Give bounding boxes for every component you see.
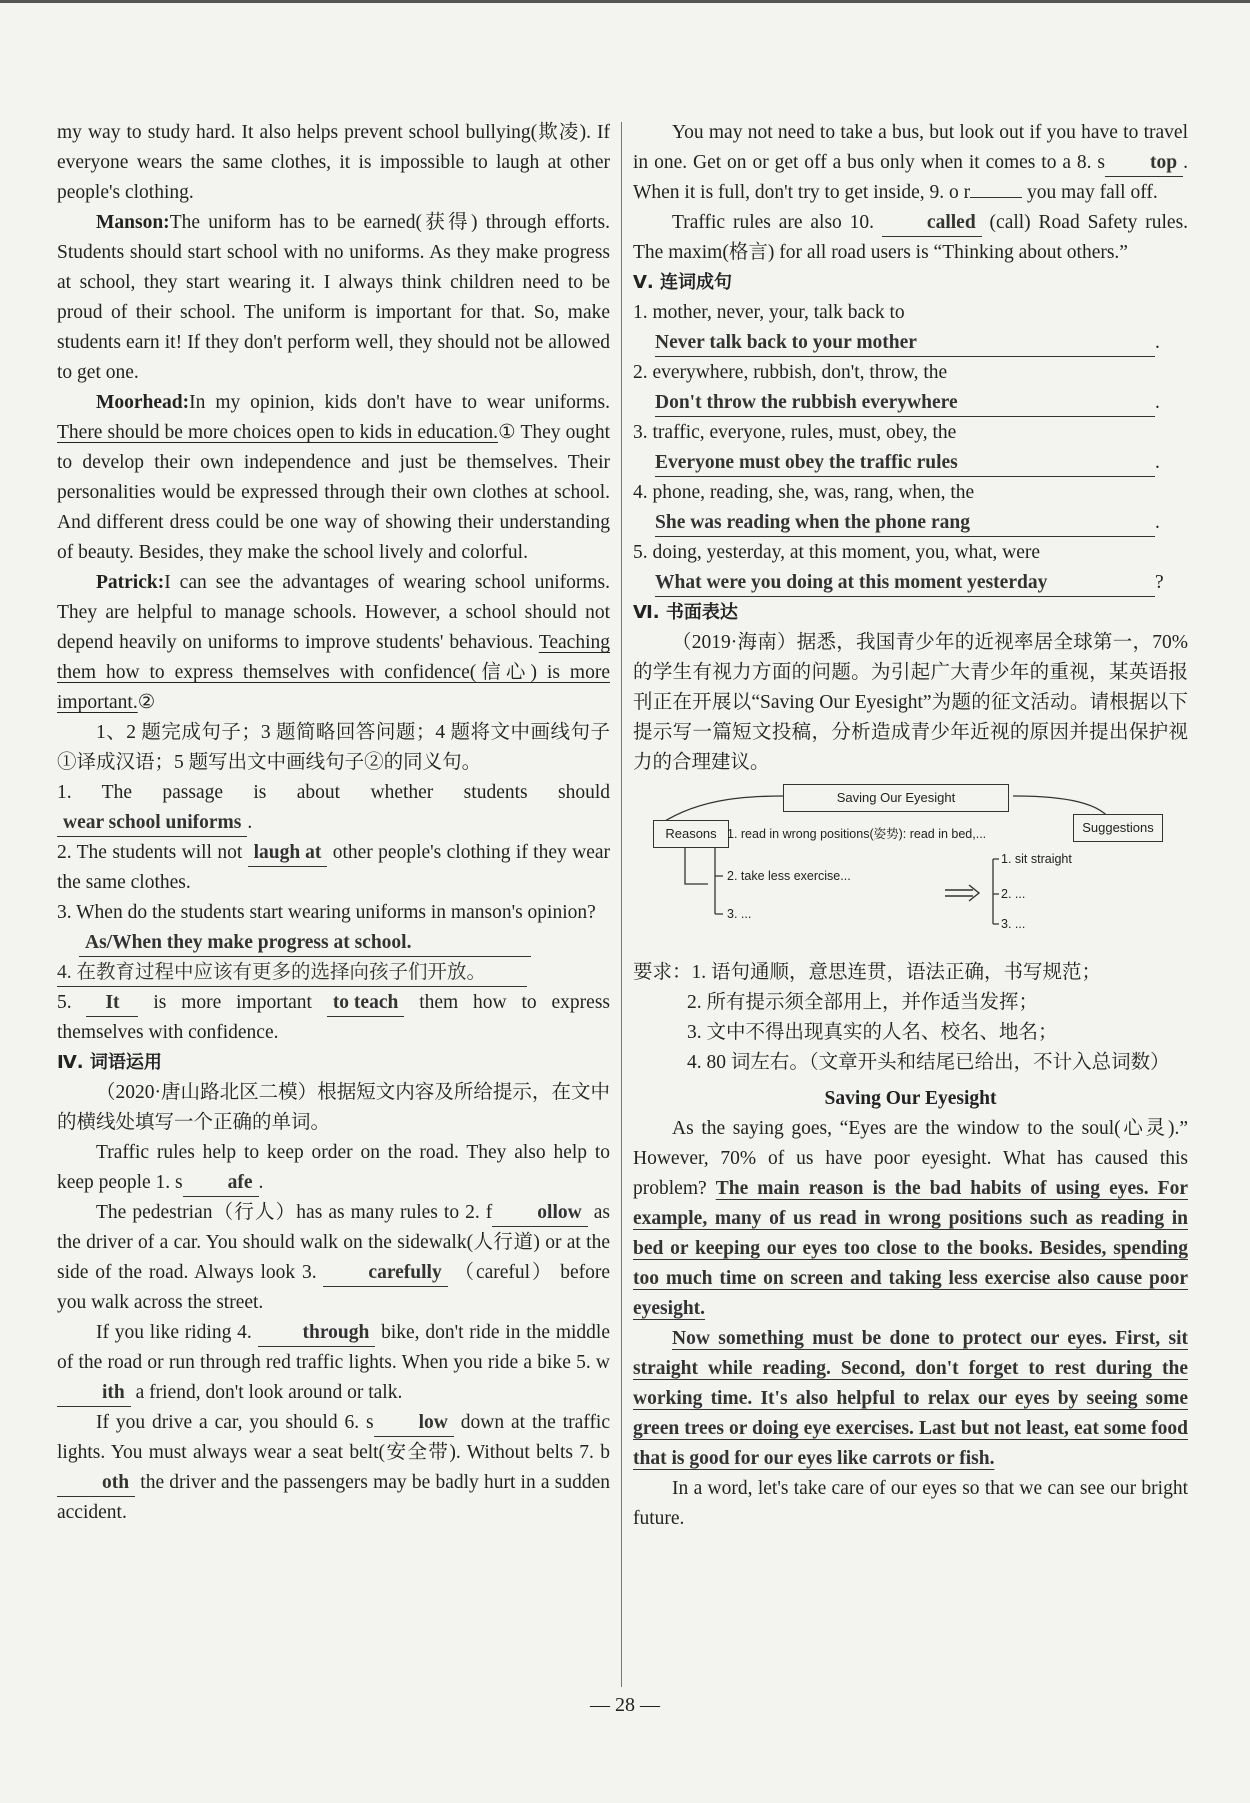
section-5-title: Ⅴ. 连词成句 [633, 272, 733, 293]
s2-question: 2. everywhere, rubbish, don't, throw, the [633, 362, 948, 383]
requirement-3: 3. 文中不得出现真实的人名、校名、地名； [687, 1022, 1058, 1043]
q2-text-a: 2. The students will not [57, 842, 243, 863]
requirement-2: 2. 所有提示须全部用上，并作适当发挥； [687, 992, 1039, 1013]
blank-7: oth [57, 1470, 135, 1497]
blank-1: afe [183, 1170, 259, 1197]
s5-end: ? [1155, 572, 1164, 593]
page-number: — 28 — [590, 1694, 660, 1716]
section-6-title: Ⅵ. 书面表达 [633, 602, 738, 623]
essay-title: Saving Our Eyesight [824, 1088, 997, 1109]
q3-answer: As/When they make progress at school. [79, 930, 531, 957]
manson-text: The uniform has to be earned(获得) through efforts. Students should start school with no uniforms. As they make progress at school, they start wearing it. I always think children need to be proud of their school. The uniform is important for that. So, make students earn it! If they don't perform well, they should not be allowed to get one. [57, 212, 610, 383]
moorhead-paragraph [57, 388, 610, 568]
moorhead-text-a: In my opinion, kids don't have to wear uniforms. [189, 392, 610, 413]
q4-answer: 4. 在教育过程中应该有更多的选择向孩子们开放。 [57, 960, 527, 987]
question-3: 3. When do the students start wearing uniforms in manson's opinion? [57, 902, 596, 923]
s2-answer-row [633, 388, 1188, 418]
reason-3: 3. ... [727, 907, 752, 921]
section-4-intro: （2020·唐山路北区二模）根据短文内容及所给提示，在文中的横线处填写一个正确的单词。 [57, 1082, 610, 1133]
s4-answer-row [633, 508, 1188, 538]
suggestion-3: 3. ... [1001, 917, 1026, 931]
q1-text: 1. The passage is about whether students should [57, 782, 610, 803]
q5-text-b: is more important [153, 992, 312, 1013]
patrick-text-a: I can see the advantages of wearing school uniforms. They are helpful to manage schools. However, a school should not depend heavily on uniforms to improve students' behavious. [57, 572, 610, 653]
underlined-sentence-2: Teaching them how to express themselves with confidence(信心) is more important. [57, 632, 610, 713]
speaker-manson: Manson: [96, 212, 170, 233]
r2-text-b: (call) Road Safety rules. The maxim(格言) for all road users is “Thinking about others.” [633, 212, 1189, 263]
blank-4: through [258, 1320, 376, 1347]
blank-2: ollow [492, 1200, 587, 1227]
traffic-p5 [633, 118, 1188, 208]
paragraph-continued: my way to study hard. It also helps prevent school bullying(欺凌). If everyone wears the same clothes, it is impossible to laugh at other people's clothing. [57, 122, 610, 203]
r1-text: You may not need to take a bus, but look out if you have to travel in one. Get on or get off a bus only when it comes to a 8. s [633, 122, 1188, 173]
s1-question: 1. mother, never, your, talk back to [633, 302, 905, 323]
requirement-4: 4. 80 词左右。（文章开头和结尾已给出，不计入总词数） [687, 1052, 1170, 1073]
s1-answer-row [633, 328, 1188, 358]
mark-1: ① [498, 422, 516, 443]
question-5 [57, 988, 610, 1048]
traffic-p4 [57, 1408, 610, 1528]
s3-answer-row [633, 448, 1188, 478]
speaker-moorhead: Moorhead: [96, 392, 190, 413]
s5-question: 5. doing, yesterday, at this moment, you, what, were [633, 542, 1041, 563]
suggestion-2: 2. ... [1001, 887, 1026, 901]
t7-text-b: the driver and the passengers may be badly hurt in a sudden accident. [57, 1472, 611, 1523]
s5-answer: What were you doing at this moment yesterday [655, 570, 1155, 597]
q5-text-c: them how to express themselves with confidence. [57, 992, 610, 1043]
s3-end: . [1155, 452, 1160, 473]
outline-diagram [633, 784, 1188, 954]
column-divider [621, 122, 622, 1687]
speaker-patrick: Patrick: [96, 572, 165, 593]
t4-text: If you like riding 4. [96, 1322, 252, 1343]
question-4 [57, 958, 610, 988]
essay-p1 [633, 1114, 1188, 1324]
t5-text-b: a friend, don't look around or talk. [135, 1382, 403, 1403]
section-6-intro: （2019·海南）据悉，我国青少年的近视率居全球第一，70%的学生有视力方面的问题。为引起广大青少年的重视，某英语报刊正在开展以“Saving Our Eyesight”为题的征文活动。请根据以下提示写一篇短文投稿，分析造成青少年近视的原因并提出保护视力的合理建议。 [633, 632, 1188, 773]
s5-answer-row [633, 568, 1188, 598]
mark-2: ② [137, 692, 156, 713]
section-4-title: Ⅳ. 词语运用 [57, 1052, 162, 1073]
blank-5: ith [57, 1380, 131, 1407]
q5-answer-2: to teach [327, 990, 405, 1017]
s1-end: . [1155, 332, 1160, 353]
manson-paragraph [57, 208, 610, 388]
q5-num: 5. [57, 992, 72, 1013]
traffic-p1: Traffic rules help to keep order on the road. They also help to keep people 1. s afe . [57, 1138, 610, 1198]
task-instructions: 1、2 题完成句子；3 题简略回答问题；4 题将文中画线句子①译成汉语；5 题写出文中画线句子②的同义句。 [57, 722, 610, 773]
t2-text-b: as the driver of a car. You should walk on the sidewalk(人行道) or at the side of the road. Always look 3. [57, 1202, 611, 1283]
patrick-paragraph [57, 568, 610, 718]
t6-text-b: down at the traffic lights. You must always wear a seat belt(安全带). Without belts 7. b [57, 1412, 611, 1463]
s3-answer: Everyone must obey the traffic rules [655, 450, 1155, 477]
reason-2: 2. take less exercise... [727, 869, 851, 883]
r1-text-b: . When it is full, don't try to get inside, 9. o r [633, 152, 1188, 203]
s3-question: 3. traffic, everyone, rules, must, obey, the [633, 422, 957, 443]
reason-1: 1. read in wrong positions(姿势): read in bed,... [727, 827, 987, 841]
left-column [57, 118, 610, 1528]
traffic-p3 [57, 1318, 610, 1408]
blank-6: low [374, 1410, 454, 1437]
essay-p2-answer: Now something must be done to protect our eyes. First, sit straight while reading. Second, don't forget to rest during the working time. It's also helpful to relax our eyes by seeing some green trees or doing eye exercises. Last but not least, eat some food that is good for our eyes like carrots or fish. [633, 1328, 1188, 1469]
traffic-p2 [57, 1198, 610, 1318]
s4-end: . [1155, 512, 1160, 533]
r1-text-c: you may fall off. [1027, 182, 1158, 203]
q5-answer-1: It [86, 990, 138, 1017]
s1-answer: Never talk back to your mother [655, 330, 1155, 357]
top-rule [0, 0, 1250, 3]
blank-9 [970, 197, 1022, 198]
r2-text: Traffic rules are also 10. [672, 212, 875, 233]
blank-8: top [1105, 150, 1183, 177]
q3-answer-row [57, 928, 610, 958]
q1-answer: wear school uniforms [57, 810, 247, 837]
t1-text: Traffic rules help to keep order on the road. They also help to keep people 1. s [57, 1142, 610, 1193]
requirement-1: 要求：1. 语句通顺，意思连贯，语法正确，书写规范； [633, 962, 1102, 983]
essay-p3: In a word, let's take care of our eyes so that we can see our bright future. [633, 1478, 1188, 1529]
q2-text-b: other people's clothing if they wear the same clothes. [57, 842, 611, 893]
t6-text: If you drive a car, you should 6. s [96, 1412, 374, 1433]
q2-answer: laugh at [248, 840, 328, 867]
question-1: 1. The passage is about whether students should wear school uniforms . [57, 778, 610, 838]
t4-text-b: bike, don't ride in the middle of the road or run through red traffic lights. When you ride a bike 5. w [57, 1322, 611, 1373]
diagram-title-box: Saving Our Eyesight [783, 784, 1009, 812]
s4-answer: She was reading when the phone rang [655, 510, 1155, 537]
s2-answer: Don't throw the rubbish everywhere [655, 390, 1155, 417]
blank-10: called [882, 210, 982, 237]
t2-text: The pedestrian（行人）has as many rules to 2. f [96, 1202, 493, 1223]
blank-3: carefully [323, 1260, 447, 1287]
right-column [633, 118, 1188, 1534]
traffic-p6 [633, 208, 1188, 268]
s2-end: . [1155, 392, 1160, 413]
reasons-box: Reasons [653, 820, 729, 848]
question-2 [57, 838, 610, 898]
essay-p1-answer: The main reason is the bad habits of using eyes. For example, many of us read in wrong positions such as reading in bed or keeping our eyes too close to the books. Besides, spending too much time on screen and taking less exercise also cause poor eyesight. [633, 1178, 1188, 1319]
underlined-sentence-1: There should be more choices open to kids in education. [57, 422, 499, 443]
t3-text-b: （careful） before you walk across the street. [57, 1262, 611, 1313]
essay-p2 [633, 1324, 1188, 1474]
moorhead-text-b: They ought to develop their own independence and just be themselves. Their personalities would be expressed through their own clothes at school. And different dress could be one way of showing their understanding of beauty. Besides, they make the school lively and colorful. [57, 422, 610, 563]
suggestions-box: Suggestions [1073, 814, 1163, 842]
suggestion-1: 1. sit straight [1001, 852, 1072, 866]
s4-question: 4. phone, reading, she, was, rang, when, the [633, 482, 975, 503]
essay-p1-intro: As the saying goes, “Eyes are the window to the soul(心灵).” However, 70% of us have poor eyesight. What has caused this problem? [633, 1118, 1188, 1199]
